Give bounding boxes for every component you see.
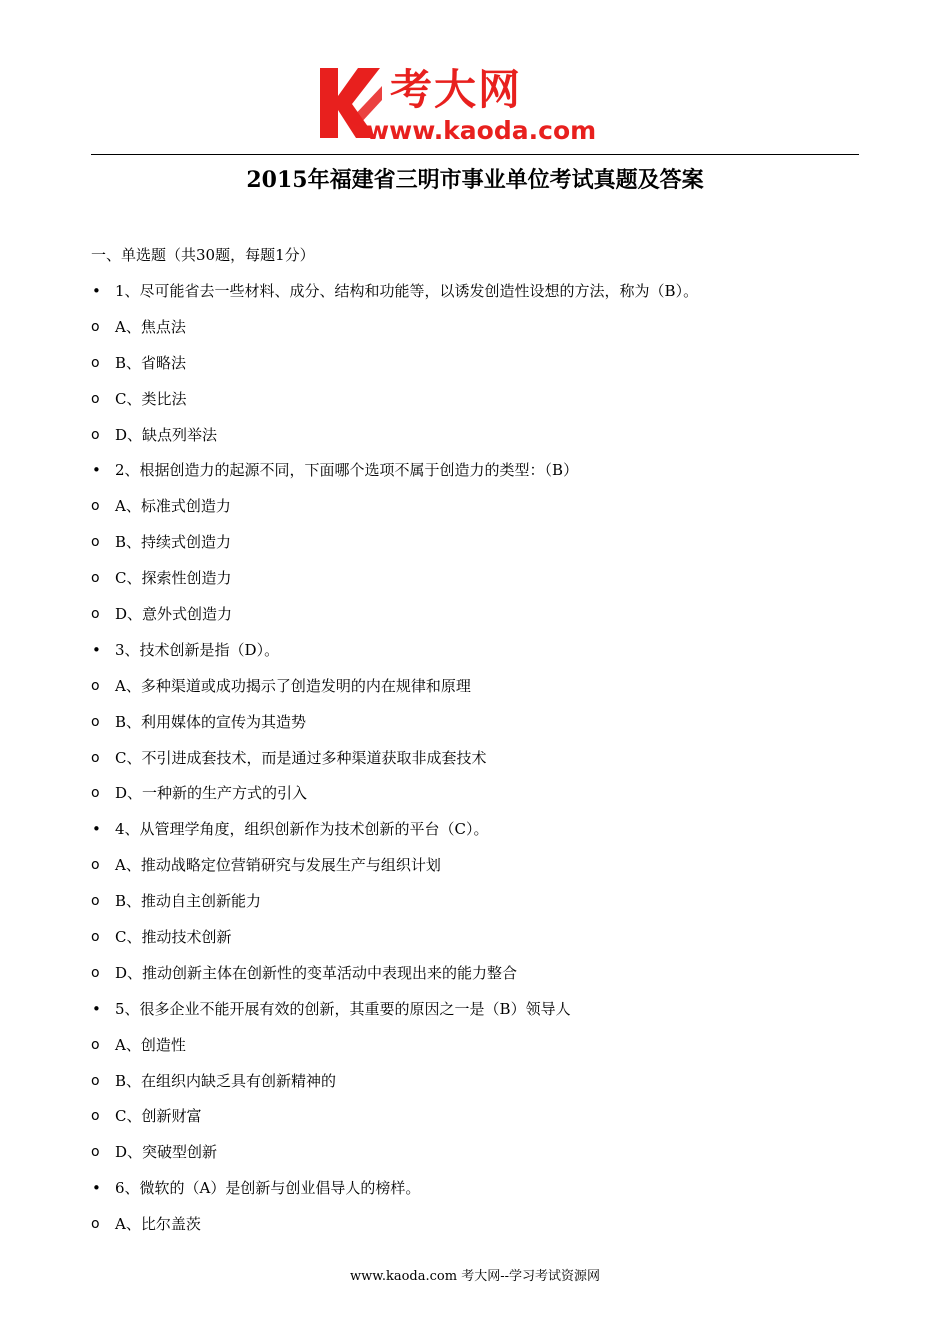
- option-text: A、标准式创造力: [115, 497, 231, 516]
- bullet-icon: •: [92, 1179, 101, 1198]
- question-item: [91, 817, 891, 853]
- option-marker: o: [91, 677, 100, 694]
- option-marker: o: [91, 964, 100, 981]
- question-text: 4、从管理学角度，组织创新作为技术创新的平台（C）。: [115, 820, 489, 839]
- page-footer: www.kaoda.com 考大网--学习考试资源网: [350, 1269, 600, 1284]
- option-marker: o: [91, 857, 100, 874]
- option-text: B、推动自主创新能力: [115, 892, 262, 911]
- option-text: A、多种渠道或成功揭示了创造发明的内在规律和原理: [115, 676, 471, 695]
- option-marker: o: [91, 318, 100, 335]
- option-item: [91, 1033, 891, 1069]
- question-text: 6、微软的（A）是创新与创业倡导人的榜样。: [115, 1179, 421, 1198]
- question-item: [91, 458, 891, 494]
- option-text: A、创造性: [115, 1035, 186, 1054]
- option-text: A、焦点法: [115, 317, 186, 336]
- question-list: [91, 279, 891, 1248]
- option-text: C、类比法: [115, 389, 187, 408]
- option-item: [91, 1069, 891, 1105]
- option-marker: o: [91, 893, 100, 910]
- page-title: 2015年福建省三明市事业单位考试真题及答案: [246, 167, 704, 193]
- option-item: [91, 961, 891, 997]
- option-marker: o: [91, 929, 100, 946]
- option-text: B、省略法: [115, 353, 187, 372]
- option-text: D、一种新的生产方式的引入: [115, 784, 308, 803]
- option-marker: o: [91, 390, 100, 407]
- option-marker: o: [91, 785, 100, 802]
- option-item: [91, 925, 891, 961]
- option-text: C、推动技术创新: [115, 928, 232, 947]
- option-item: [91, 674, 891, 710]
- logo-url: www.kaoda.com: [366, 116, 597, 145]
- option-item: [91, 746, 891, 782]
- question-text: 2、根据创造力的起源不同，下面哪个选项不属于创造力的类型：（B）: [115, 461, 579, 480]
- option-item: [91, 1140, 891, 1176]
- option-marker: o: [91, 426, 100, 443]
- header-divider: [91, 154, 859, 155]
- option-text: C、创新财富: [115, 1107, 202, 1126]
- bullet-icon: •: [92, 820, 101, 839]
- option-marker: o: [91, 534, 100, 551]
- option-item: [91, 315, 891, 351]
- option-marker: o: [91, 1072, 100, 1089]
- option-text: B、利用媒体的宣传为其造势: [115, 712, 307, 731]
- option-text: A、比尔盖茨: [115, 1215, 201, 1234]
- option-text: D、突破型创新: [115, 1143, 218, 1162]
- option-item: [91, 566, 891, 602]
- option-text: A、推动战略定位营销研究与发展生产与组织计划: [115, 856, 441, 875]
- option-text: C、不引进成套技术，而是通过多种渠道获取非成套技术: [115, 748, 487, 767]
- option-text: C、探索性创造力: [115, 569, 232, 588]
- option-marker: o: [91, 606, 100, 623]
- option-marker: o: [91, 498, 100, 515]
- option-text: B、在组织内缺乏具有创新精神的: [115, 1071, 337, 1090]
- option-marker: o: [91, 1144, 100, 1161]
- bullet-icon: •: [92, 282, 101, 300]
- question-text: 3、技术创新是指（D）。: [115, 640, 280, 659]
- logo-chinese-name: 考大网: [390, 65, 523, 114]
- option-item: [91, 387, 891, 423]
- option-text: D、意外式创造力: [115, 605, 233, 624]
- question-item: [91, 279, 891, 315]
- option-text: B、持续式创造力: [115, 533, 232, 552]
- option-item: [91, 1212, 891, 1248]
- question-text: 1、尽可能省去一些材料、成分、结构和功能等，以诱发创造性设想的方法，称为（B）。: [115, 282, 699, 300]
- section-heading: 一、单选题（共30题，每题1分）: [91, 246, 315, 264]
- bullet-icon: •: [92, 640, 101, 659]
- option-marker: o: [91, 570, 100, 587]
- option-item: [91, 351, 891, 387]
- option-item: [91, 494, 891, 530]
- option-text: D、缺点列举法: [115, 425, 218, 444]
- option-marker: o: [91, 713, 100, 730]
- option-item: [91, 781, 891, 817]
- question-item: [91, 997, 891, 1033]
- option-marker: o: [91, 1036, 100, 1053]
- option-marker: o: [91, 1108, 100, 1125]
- option-item: [91, 710, 891, 746]
- question-item: [91, 1176, 891, 1212]
- option-item: [91, 889, 891, 925]
- option-item: [91, 853, 891, 889]
- option-marker: o: [91, 749, 100, 766]
- bullet-icon: •: [92, 999, 101, 1018]
- question-item: [91, 638, 891, 674]
- option-marker: o: [91, 354, 100, 371]
- option-item: [91, 530, 891, 566]
- kaoda-logo: [318, 66, 638, 148]
- option-item: [91, 423, 891, 459]
- question-text: 5、很多企业不能开展有效的创新，其重要的原因之一是（B）领导人: [115, 999, 571, 1018]
- option-item: [91, 602, 891, 638]
- option-item: [91, 1104, 891, 1140]
- bullet-icon: •: [92, 461, 101, 480]
- option-marker: o: [91, 1216, 100, 1233]
- option-text: D、推动创新主体在创新性的变革活动中表现出来的能力整合: [115, 963, 518, 982]
